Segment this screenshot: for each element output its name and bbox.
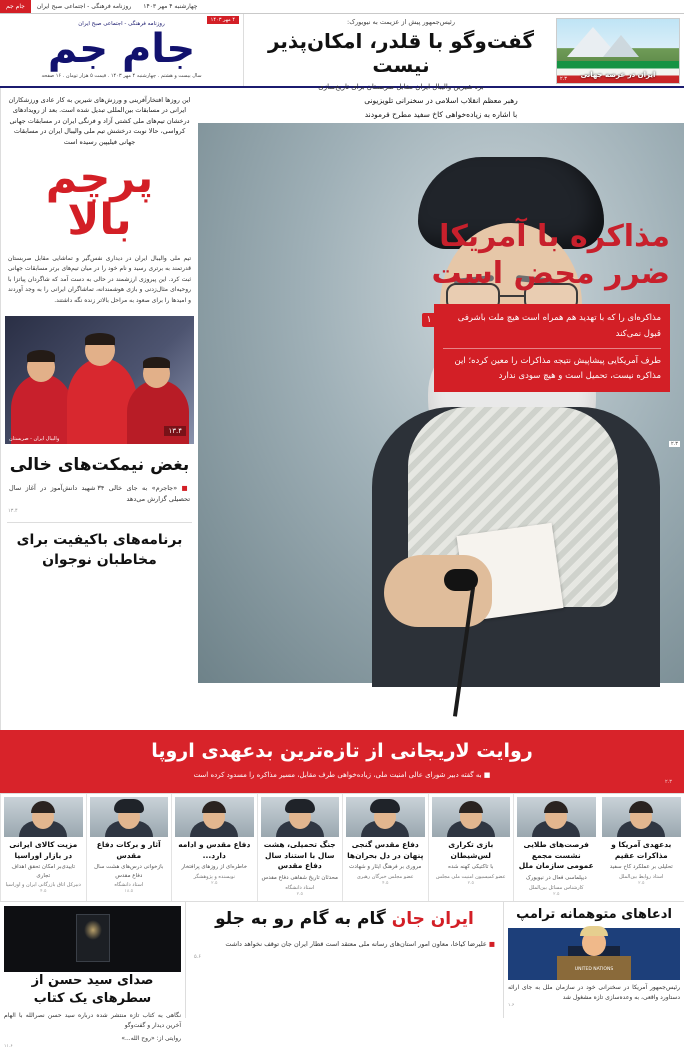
columnist-photo (90, 797, 169, 837)
masthead-right (0, 14, 244, 86)
lead-photo (198, 123, 684, 683)
lead-quote-2: طرف آمریکایی پیشاپیش نتیجه مذاکرات را معین کرده؛ این مذاکره نیست، تحمیل است و هیچ سودی ندارد (443, 354, 661, 385)
book-photo (4, 906, 181, 972)
secondary-headline: بغض نیمکت‌های خالی (5, 450, 194, 481)
parcham-headline (5, 152, 194, 250)
lead-kicker-line1: رهبر معظم انقلاب اسلامی در سخنرانی تلویزیونی (208, 94, 674, 108)
columnist-page: ۴.۵ (4, 889, 83, 894)
columnist-cell[interactable] (257, 794, 343, 901)
lead-headline-line2: ضرر محض است (420, 256, 670, 293)
player-2-hair (85, 333, 115, 345)
columnist-title: بازی تکراری لس‌شیطان (432, 840, 511, 862)
masthead-kicker: رئیس‌جمهور پیش از عزیمت به نیویورک: (250, 18, 552, 26)
bullet-marker: ■ (177, 484, 190, 492)
peak-shape-secondary (603, 35, 639, 57)
book-subtext: نگاهی به کتاب تازه منتشر شده درباره سید حسن نصرالله با الهام آخرین دیدار و گفت‌وگو (4, 1011, 181, 1031)
book-page-number: ۱۱.۶ (4, 1044, 181, 1049)
columnist-name: استاد دانشگاه (90, 882, 169, 888)
parcham-line1: پرچم (5, 158, 194, 199)
volleyball-page-number: ۱۳.۴ (164, 426, 186, 436)
columnist-photo (261, 797, 340, 837)
iranjan-headline (194, 908, 495, 932)
divider (7, 522, 192, 523)
nameplate-meta: سال بیست و هشتم . چهارشنبه ۴ مهر ۱۴۰۳ . قیمت ۵ هزار تومان . ۱۶ صفحه (41, 73, 201, 79)
masthead-subtitle: برد شیرین والیبال ایران مقابل صربستان برای تاریخ‌سازی (250, 83, 552, 91)
columnist-page: ۲.۵ (261, 892, 340, 897)
columnist-name: استاد دانشگاه (261, 885, 340, 891)
columnist-cell[interactable] (599, 794, 684, 901)
banner-headline: روایت لاریجانی از تازه‌ترین بدعهدی اروپا (12, 739, 672, 765)
bottom-row (0, 902, 684, 1018)
top-strip (0, 0, 684, 14)
iranjan-bullet-icon: ■ (487, 940, 495, 948)
nameplate-date-badge: ۴ مهر ۱۴۰۳ (207, 16, 239, 24)
columnist-title: بدعهدی آمریکا و مذاکرات عقیم (602, 840, 682, 862)
player-3-hair (143, 357, 170, 368)
right-column-kicker: این روزها افتخارآفرینی و ورزش‌های شیرین به کار عادی ورزشکاران ایرانی در مسابقات بین‌المللی تبدیل شده است. بعد از رویدادهای درخشان تیم‌های ملی کشتی آزاد و فرنگی ایران در مسابقات جهانی کرواسی، حالا نوبت درخشش تیم ملی والیبال ایران در مسابقات جهانی فیلیپین رسیده است (5, 92, 194, 152)
parcham-line2: بالا (5, 199, 194, 242)
columnist-sub: مروری بر فرهنگ ایثار و شهادت (346, 863, 425, 871)
columnist-page: ۲.۵ (602, 881, 682, 886)
columnist-photo (346, 797, 425, 837)
volleyball-photo (5, 316, 194, 444)
book-glow (84, 920, 102, 940)
trump-hair (580, 926, 608, 936)
columnist-page: ۱۸.۵ (90, 889, 169, 894)
columnist-cell[interactable] (428, 794, 514, 901)
columnist-page: ۲.۵ (517, 892, 596, 897)
columnist-photo (175, 797, 254, 837)
lead-quote-box (434, 304, 670, 392)
flag-caption: ایران در عرصه جهانی (557, 71, 679, 79)
columnist-title: دفاع مقدس و ادامه دارد... (175, 840, 254, 862)
iranjan-page-number: ۵.۶ (194, 954, 495, 960)
player-1 (11, 374, 73, 444)
right-column (0, 88, 198, 730)
trump-photo (508, 928, 680, 980)
columnist-name: عضو مجلس خبرگان رهبری (346, 874, 425, 880)
trump-page-number: ۱.۶ (508, 1003, 680, 1008)
columnist-sub: تحلیلی بر عملکرد کاخ سفید (602, 863, 682, 871)
banner-page-number: ۲.۳ (12, 779, 672, 785)
banner-bullet-icon: ■ (482, 771, 491, 779)
secondary-bullet (5, 481, 194, 508)
bottom-iranjan-story[interactable] (186, 902, 504, 1018)
top-strip-brand: جام جم (0, 0, 31, 13)
lead-headline-line1: مذاکره با آمریکا (420, 219, 670, 256)
hand-shape (384, 555, 492, 627)
top-strip-date: چهارشنبه ۴ مهر ۱۴۰۳ (137, 0, 203, 13)
columnist-title: مزیت کالای ایرانی در بازار اوراسیا (4, 840, 83, 862)
tertiary-headline: برنامه‌های باکیفیت برای مخاطبان نوجوان (5, 527, 194, 572)
photo-turban (285, 799, 315, 813)
secondary-page-number: ۱۳.۴ (5, 508, 194, 518)
player-1-hair (27, 350, 55, 362)
nameplate-logo: جام جم (48, 29, 195, 69)
columnist-cell[interactable] (513, 794, 599, 901)
iranjan-headline-rest: گام به گام رو به جلو (215, 909, 386, 929)
flag-page-number: ۲.۳ (560, 76, 567, 82)
columnist-title: جنگ تحمیلی، هشت سال با استناد سال دفاع مقدس (261, 840, 340, 873)
book-headline: صدای سید حسن از سطرهای یک کتاب (4, 972, 181, 1008)
columnist-cell[interactable] (342, 794, 428, 901)
columnist-sub: با تاکتیکی کهنه شده (432, 863, 511, 871)
columnist-name: استاد روابط بین‌الملل (602, 874, 682, 880)
masthead-headline-group (250, 18, 552, 91)
columnist-photo (4, 797, 83, 837)
columnist-photo (432, 797, 511, 837)
columnist-name: دبیرکل اتاق بازرگانی ایران و اوراسیا (4, 882, 83, 888)
bottom-book-story[interactable] (0, 902, 186, 1018)
columnist-sub: بازخوانی درس‌های هشت سال دفاع مقدس (90, 863, 169, 880)
columnist-photo (517, 797, 596, 837)
nameplate (0, 14, 243, 86)
red-banner (0, 730, 684, 793)
photo-turban (370, 799, 400, 813)
lead-kicker-line2: با اشاره به زیاده‌خواهی کاخ سفید مطرح فرمودند (208, 108, 674, 122)
lead-page-number: ۲.۳ (669, 441, 680, 447)
columnist-name: نویسنده و پژوهشگر (175, 874, 254, 880)
lead-kicker-block (198, 88, 684, 123)
columnist-page: ۲.۵ (432, 881, 511, 886)
columnist-name: عضو کمیسیون امنیت ملی مجلس (432, 874, 511, 880)
trump-subtext: رئیس‌جمهور آمریکا در سخنرانی خود در سازمان ملل به جای ارائه دستاورد واقعی، به وعده‌سازی تازه مشغول شد (508, 983, 680, 1003)
masthead (0, 14, 684, 88)
quote-divider (443, 348, 661, 349)
trump-headline: ادعاهای متوهمانه ترامپ (508, 906, 680, 924)
banner-subtext (12, 771, 672, 779)
banner-sub-text: به گفته دبیر شورای عالی امنیت ملی، زیاده‌خواهی طرف مقابل، مسیر مذاکره را مسدود کرده است (194, 771, 482, 779)
nameplate-tagline: روزنامه فرهنگی - اجتماعی صبح ایران (78, 21, 165, 27)
volleyball-caption: والیبال ایران - صربستان (9, 436, 59, 442)
columnist-title: فرصت‌های طلایی نشست مجمع عمومی سازمان ملل (517, 840, 596, 873)
columnist-sub: خاطره‌ای از روزهای پرافتخار (175, 863, 254, 871)
page-body (0, 88, 684, 730)
iranjan-subtext (194, 939, 495, 950)
masthead-title: گفت‌وگو با قلدر، امکان‌پذیر نیست (250, 29, 552, 77)
lead-quote-1: مذاکره‌ای را که با تهدید هم همراه است هیچ ملت باشرفی قبول نمی‌کند (443, 311, 661, 342)
columnist-cell[interactable] (0, 794, 86, 901)
iranjan-headline-red: ایران جان (392, 909, 474, 929)
lead-headline-block (420, 219, 670, 392)
photo-turban (114, 799, 144, 813)
columnist-sub: دیپلماسی فعال در نیویورک (517, 874, 596, 882)
columnist-name: کارشناس مسائل بین‌الملل (517, 885, 596, 891)
book-credit: روایتی از: «روح الله...» (4, 1034, 181, 1044)
iranjan-sub-text: علیرضا کیاخا، معاون امور استان‌های رسانه ملی معتقد است قطار ایران جان توقف نخواهد داشت (225, 940, 486, 948)
opinion-columnists-row (0, 793, 684, 902)
columnist-cell[interactable] (171, 794, 257, 901)
columnist-sub: محدثان تاریخ شفاهی دفاع مقدس (261, 874, 340, 882)
page-marker-icon: ۱ (422, 313, 436, 327)
columnist-photo (602, 797, 682, 837)
columnist-sub: تاییدی‌بر امکان تحقق اهداف تجاری (4, 863, 83, 880)
columnist-page: ۲.۵ (175, 881, 254, 886)
un-label: UNITED NATIONS (575, 967, 613, 972)
columnist-title: دفاع مقدس گنجی پنهان در دل بحران‌ها (346, 840, 425, 862)
microphone-icon (444, 569, 478, 591)
top-strip-center: روزنامه فرهنگی - اجتماعی صبح ایران (31, 0, 137, 13)
mountain-flag-photo (556, 18, 680, 84)
columnist-title: آثار و برکات دفاع مقدس (90, 840, 169, 862)
columnist-page: ۴.۵ (346, 881, 425, 886)
bottom-trump-story[interactable] (504, 902, 684, 1018)
columnist-cell[interactable] (86, 794, 172, 901)
masthead-left (244, 14, 684, 86)
secondary-bullet-text: «جاجرم» به جای خالی ۳۴ شهید دانش‌آموز در آغاز سال تحصیلی گزارش می‌دهد (9, 484, 190, 503)
lead-story-column (198, 88, 684, 730)
right-column-body: تیم ملی والیبال ایران در دیداری نفس‌گیر و تماشایی مقابل صربستان قدرتمند به برتری رسید و نام خود را در میان تیم‌های برتر مسابقات جهانی ثبت کرد. این پیروزی ارزشمند در حالی به دست آمد که شاگردان پیاتزا با روحیه‌ای مثال‌زدنی و بازی هوشمندانه، تماشاگران ایرانی را به وجد آوردند و امیدها را برای صعود به مراحل بالاتر زنده نگه داشتند. (5, 250, 194, 315)
